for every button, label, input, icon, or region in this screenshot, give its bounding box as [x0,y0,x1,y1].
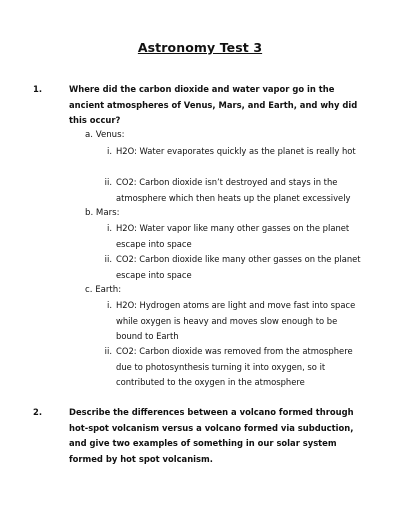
section-mars [85,206,120,222]
question-text: Where did the carbon dioxide and water vapor go in the ancient atmospheres of Venus, Mars, and Earth, and why did this occur? [69,84,358,126]
item-mars-co2 [104,252,361,283]
item-numeral: i. [107,223,112,233]
section-label: b. [85,208,94,218]
question-text: Describe the differences between a volcano formed through hot-spot volcanism versus a volcano formed via subduction, and give two examples of something in our solar system formed by hot spot volcanism. [69,407,354,464]
item-text: CO2: Carbon dioxide like many other gasses on the planet escape into space [116,254,361,280]
item-text: H2O: Water vapor like many other gasses on the planet escape into space [116,223,350,249]
question-1 [33,82,363,129]
item-earth-co2 [104,344,361,391]
item-numeral: ii. [104,346,112,356]
item-numeral: i. [107,300,112,310]
item-text: CO2: Carbon dioxide isn’t destroyed and stays in the atmosphere which then heats up the planet excessively [116,177,351,203]
section-venus [85,128,125,144]
question-number: 1. [33,84,43,94]
section-name: Venus: [95,130,125,140]
item-text: CO2: Carbon dioxide was removed from the atmosphere due to photosynthesis turning it into oxygen, so it contributed to the oxygen in the atmosphere [116,346,353,388]
item-text: H2O: Hydrogen atoms are light and move fast into space while oxygen is heavy and moves slow enough to be bound to Earth [116,300,356,342]
question-2 [33,405,363,467]
item-mars-h2o [107,221,361,252]
item-earth-h2o [107,298,361,345]
item-venus-co2 [104,175,361,206]
section-earth [85,283,121,299]
item-numeral: ii. [104,254,112,264]
page-title: Astronomy Test 3 [137,40,263,55]
item-text: H2O: Water evaporates quickly as the planet is really hot [116,146,356,156]
item-venus-h2o [107,144,361,160]
item-numeral: ii. [104,177,112,187]
section-name: Mars: [95,208,120,218]
section-name: Earth: [95,285,122,295]
item-numeral: i. [107,146,112,156]
section-label: c. [85,285,93,295]
question-number: 2. [33,407,43,417]
section-label: a. [85,130,93,140]
